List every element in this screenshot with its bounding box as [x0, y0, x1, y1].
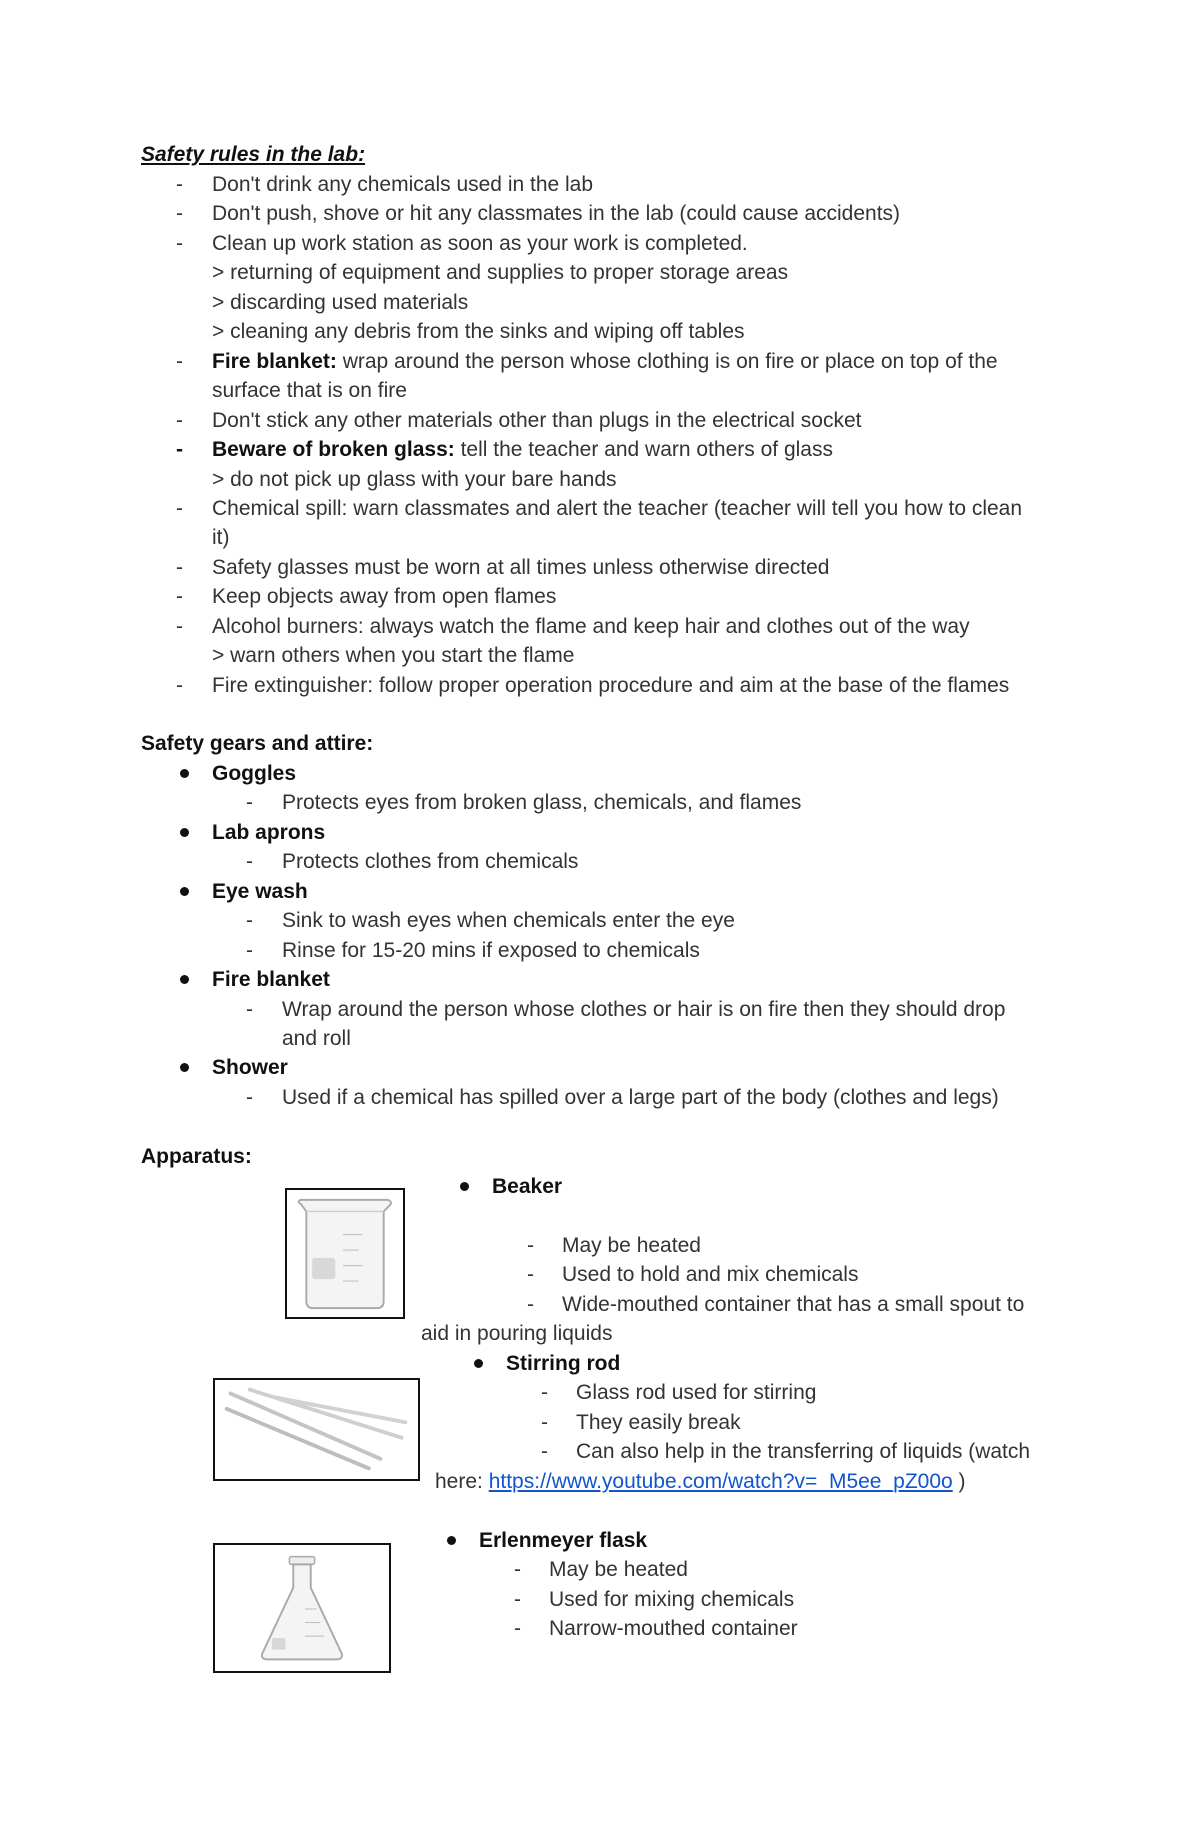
bullet-icon: [180, 1063, 189, 1072]
apparatus-note: Can also help in the transferring of liquids (watch: [576, 1440, 1031, 1463]
gear-name: Shower: [212, 1056, 288, 1079]
rule-item: Don't push, shove or hit any classmates in the lab (could cause accidents): [212, 202, 901, 225]
list-dash: -: [246, 1086, 253, 1109]
gear-note: Protects eyes from broken glass, chemicals, and flames: [282, 791, 802, 814]
bullet-icon: [180, 887, 189, 896]
list-dash: -: [527, 1293, 534, 1316]
gear-name: Goggles: [212, 762, 297, 785]
list-dash: -: [541, 1440, 548, 1463]
gear-note: Wrap around the person whose clothes or hair is on fire then they should drop: [282, 998, 1006, 1021]
rule-subitem: > cleaning any debris from the sinks and wiping off tables: [212, 320, 745, 343]
erlenmeyer-flask-icon: [215, 1545, 389, 1671]
list-dash: -: [527, 1263, 534, 1286]
rule-item: Alcohol burners: always watch the flame and keep hair and clothes out of the way: [212, 615, 970, 638]
rule-item: Keep objects away from open flames: [212, 585, 557, 608]
gear-name: Eye wash: [212, 880, 308, 903]
rule-term: Beware of broken glass:: [212, 438, 455, 461]
gear-name: Fire blanket: [212, 968, 330, 991]
rule-text: wrap around the person whose clothing is on fire or place on top of the: [336, 350, 998, 373]
rule-subitem: > warn others when you start the flame: [212, 644, 575, 667]
list-dash: -: [176, 585, 183, 608]
list-dash: -: [541, 1381, 548, 1404]
apparatus-note-continuation: [435, 1467, 966, 1497]
apparatus-note: Wide-mouthed container that has a small spout to: [562, 1293, 1025, 1316]
list-dash: -: [246, 850, 253, 873]
list-dash: -: [246, 909, 253, 932]
rule-term: Fire blanket:: [212, 350, 337, 373]
list-dash: -: [176, 173, 183, 196]
list-dash: -: [176, 615, 183, 638]
stirring-rod-image: [213, 1378, 420, 1481]
apparatus-name: Erlenmeyer flask: [479, 1529, 648, 1552]
list-dash: -: [514, 1617, 521, 1640]
list-dash: -: [246, 939, 253, 962]
gear-note: Used if a chemical has spilled over a large part of the body (clothes and legs): [282, 1086, 999, 1109]
list-dash: -: [176, 409, 183, 432]
list-dash: -: [246, 791, 253, 814]
apparatus-note: Glass rod used for stirring: [576, 1381, 817, 1404]
rule-item: Clean up work station as soon as your work is completed.: [212, 232, 748, 255]
list-dash: -: [176, 674, 183, 697]
rule-continuation: surface that is on fire: [212, 379, 407, 402]
gear-note-continuation: and roll: [282, 1027, 351, 1050]
bullet-icon: [180, 769, 189, 778]
list-dash: -: [176, 232, 183, 255]
rule-item: Fire extinguisher: follow proper operation procedure and aim at the base of the flames: [212, 674, 1010, 697]
apparatus-note: They easily break: [576, 1411, 741, 1434]
list-dash: -: [514, 1558, 521, 1581]
list-dash: -: [527, 1234, 534, 1257]
list-dash: -: [176, 497, 183, 520]
rule-subitem: > returning of equipment and supplies to proper storage areas: [212, 261, 789, 284]
rule-item: [212, 435, 833, 465]
bullet-icon: [460, 1182, 469, 1191]
list-dash: -: [176, 556, 183, 579]
rule-item: Don't stick any other materials other than plugs in the electrical socket: [212, 409, 862, 432]
rule-subitem: > discarding used materials: [212, 291, 469, 314]
apparatus-note: Narrow-mouthed container: [549, 1617, 798, 1640]
stirring-rod-icon: [215, 1380, 418, 1479]
apparatus-note: Used for mixing chemicals: [549, 1588, 795, 1611]
rule-item: Chemical spill: warn classmates and alert the teacher (teacher will tell you how to clean: [212, 497, 1023, 520]
apparatus-name: Beaker: [492, 1175, 563, 1198]
list-dash: -: [176, 350, 183, 373]
rule-subitem: > do not pick up glass with your bare hands: [212, 468, 617, 491]
rules-title: Safety rules in the lab:: [141, 143, 366, 166]
rule-continuation: it): [212, 526, 230, 549]
apparatus-name: Stirring rod: [506, 1352, 621, 1375]
list-dash: -: [176, 438, 183, 461]
bullet-icon: [447, 1536, 456, 1545]
apparatus-note: Used to hold and mix chemicals: [562, 1263, 859, 1286]
bullet-icon: [180, 975, 189, 984]
youtube-link[interactable]: https://www.youtube.com/watch?v=_M5ee_pZ00o: [488, 1470, 953, 1493]
beaker-image: [285, 1188, 405, 1319]
list-dash: -: [514, 1588, 521, 1611]
beaker-icon: [287, 1190, 403, 1317]
gear-note: Sink to wash eyes when chemicals enter the eye: [282, 909, 735, 932]
apparatus-note: May be heated: [549, 1558, 688, 1581]
apparatus-note-continuation: aid in pouring liquids: [421, 1322, 613, 1345]
bullet-icon: [474, 1359, 483, 1368]
list-dash: -: [541, 1411, 548, 1434]
list-dash: -: [246, 998, 253, 1021]
link-prefix: here:: [435, 1470, 489, 1493]
rule-text: tell the teacher and warn others of glass: [454, 438, 833, 461]
gear-note: Protects clothes from chemicals: [282, 850, 579, 873]
gear-note: Rinse for 15-20 mins if exposed to chemicals: [282, 939, 700, 962]
link-suffix: ): [952, 1470, 966, 1493]
gear-name: Lab aprons: [212, 821, 326, 844]
erlenmeyer-flask-image: [213, 1543, 391, 1673]
apparatus-title: Apparatus:: [141, 1145, 252, 1168]
bullet-icon: [180, 828, 189, 837]
rule-item: [212, 347, 998, 377]
gear-title: Safety gears and attire:: [141, 732, 374, 755]
list-dash: -: [176, 202, 183, 225]
apparatus-note: May be heated: [562, 1234, 701, 1257]
rule-item: Don't drink any chemicals used in the lab: [212, 173, 594, 196]
rule-item: Safety glasses must be worn at all times unless otherwise directed: [212, 556, 830, 579]
